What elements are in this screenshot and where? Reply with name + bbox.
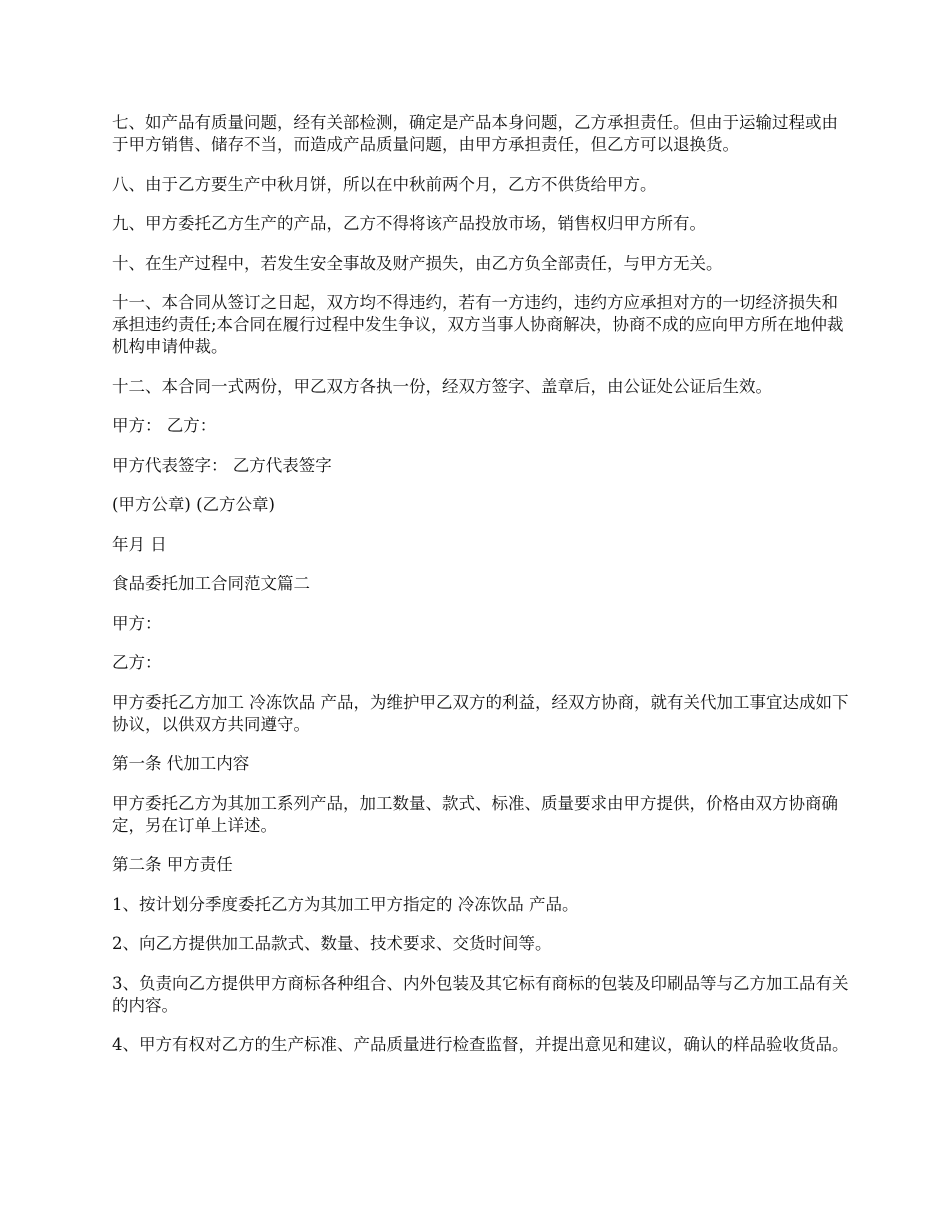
clause-9-paragraph: 九、甲方委托乙方生产的产品，乙方不得将该产品投放市场，销售权归甲方所有。 xyxy=(112,214,706,233)
party-line: 甲方： 乙方： xyxy=(112,416,217,435)
article-1-paragraph: 甲方委托乙方为其加工系列产品，加工数量、款式、标准、质量要求由甲方提供，价格由双方协商确定，另在订单上详述。 xyxy=(112,793,838,835)
article-2-item-2: 2、向乙方提供加工品款式、数量、技术要求、交货时间等。 xyxy=(112,934,552,953)
clause-8-paragraph: 八、由于乙方要生产中秋月饼，所以在中秋前两个月，乙方不供货给甲方。 xyxy=(112,174,657,194)
intro-paragraph: 甲方委托乙方加工 冷冻饮品 产品，为维护甲乙双方的利益，经双方协商，就有关代加工事宜达成如下协议，以供双方共同遵守。 xyxy=(112,692,849,734)
section-title: 食品委托加工合同范文篇二 xyxy=(112,574,310,593)
article-2-item-4: 4、甲方有权对乙方的生产标准、产品质量进行检查监督，并提出意见和建议，确认的样品验收货品。 xyxy=(112,1035,849,1054)
representative-signature-line: 甲方代表签字： 乙方代表签字 xyxy=(112,455,332,475)
article-2-item-1: 1、按计划分季度委托乙方为其加工甲方指定的 冷冻饮品 产品。 xyxy=(112,894,579,914)
clause-10-paragraph: 十、在生产过程中，若发生安全事故及财产损失，由乙方负全部责任，与甲方无关。 xyxy=(112,253,723,273)
article-1-heading: 第一条 代加工内容 xyxy=(112,754,250,773)
clause-11-paragraph: 十一、本合同从签订之日起，双方均不得违约，若有一方违约，违约方应承担对方的一切经济损失和承担违约责任;本合同在履行过程中发生争议，双方当事人协商解决，协商不成的应向甲方所在地仲裁机构申请仲裁。 xyxy=(112,293,844,356)
article-2-heading: 第二条 甲方责任 xyxy=(112,855,233,874)
official-seal-line: (甲方公章) (乙方公章) xyxy=(112,495,275,514)
party-b-line: 乙方： xyxy=(112,653,162,672)
party-a-line: 甲方： xyxy=(112,613,162,633)
document-body xyxy=(112,112,852,1074)
article-2-item-3: 3、负责向乙方提供甲方商标各种组合、内外包装及其它标有商标的包装及印刷品等与乙方加工品有关的内容。 xyxy=(112,973,849,1015)
clause-7-paragraph: 七、如产品有质量问题，经有关部检测，确定是产品本身问题，乙方承担责任。但由于运输过程或由于甲方销售、储存不当，而造成产品质量问题，由甲方承担责任，但乙方可以退换货。 xyxy=(112,113,838,154)
date-line: 年月 日 xyxy=(112,534,167,554)
clause-12-paragraph: 十二、本合同一式两份，甲乙双方各执一份，经双方签字、盖章后，由公证处公证后生效。 xyxy=(112,376,772,396)
